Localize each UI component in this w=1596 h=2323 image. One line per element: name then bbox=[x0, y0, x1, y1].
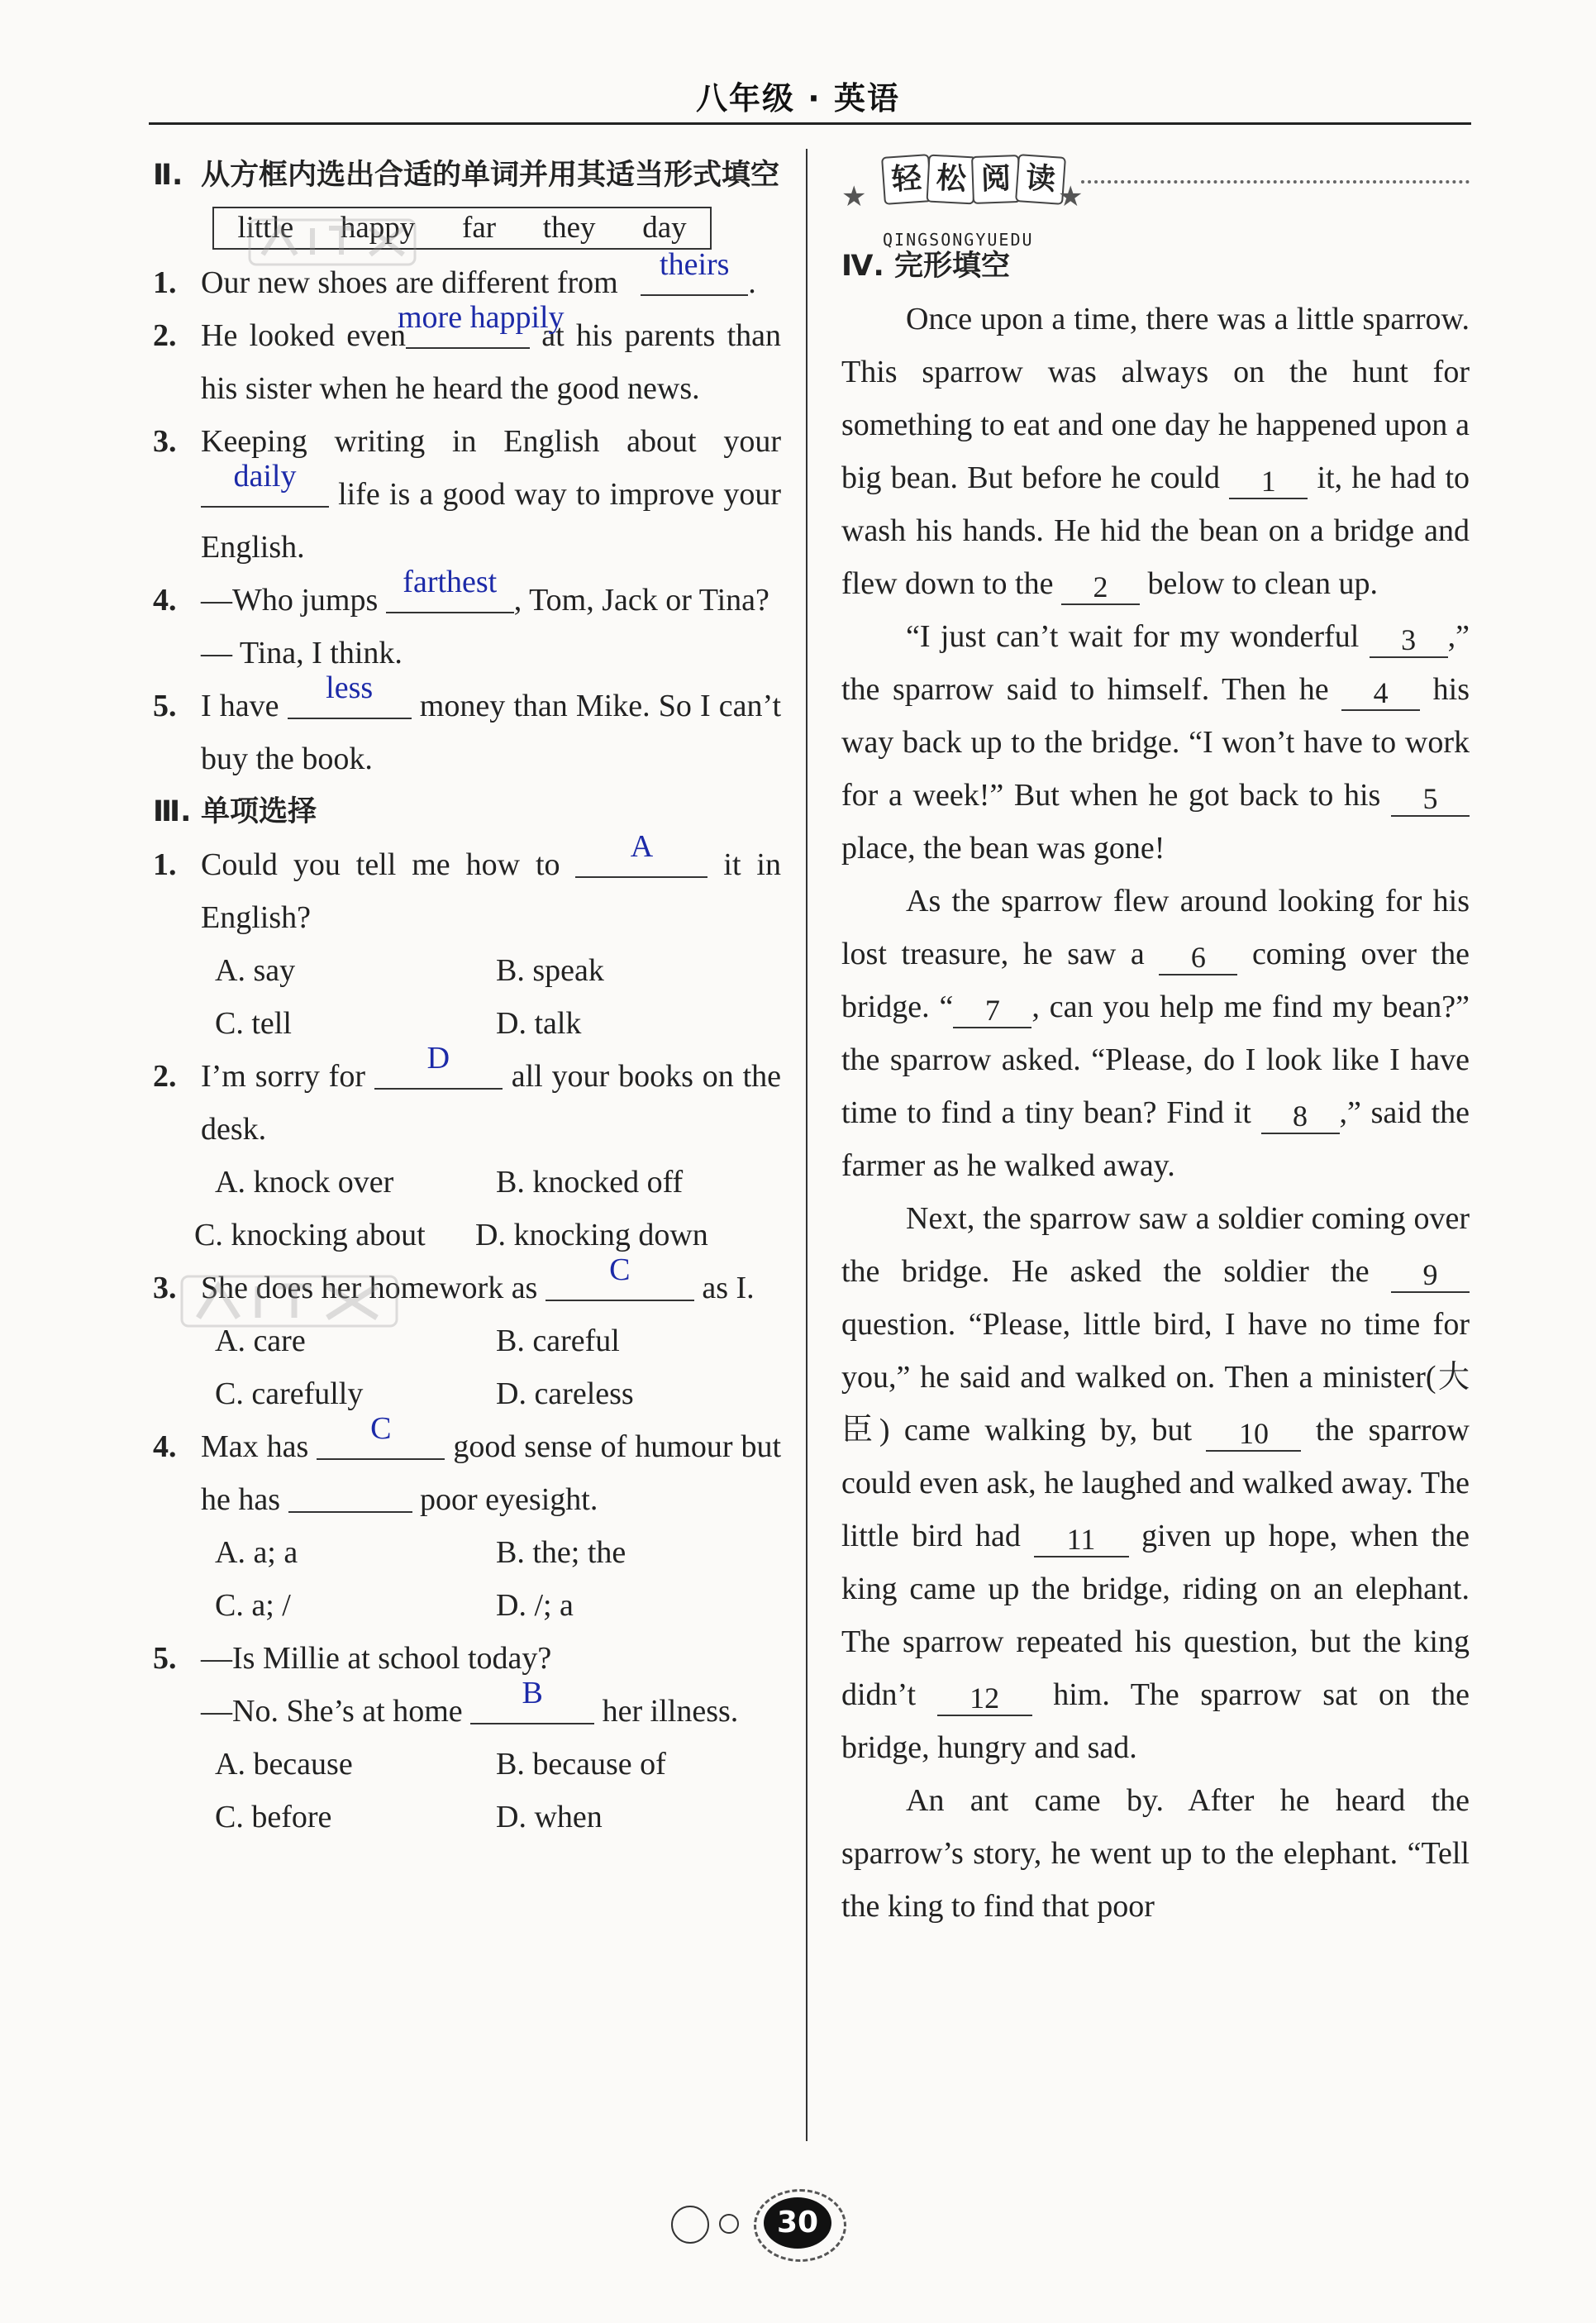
question-number: 5. bbox=[153, 1641, 177, 1676]
question-text: She does her homework as bbox=[201, 1271, 538, 1305]
option-c[interactable]: C. carefully bbox=[215, 1376, 364, 1411]
passage-text: “I just can’t wait for my wonderful bbox=[906, 619, 1360, 654]
option-d[interactable]: D. careless bbox=[496, 1376, 634, 1411]
passage-text: place, the bean was gone! bbox=[841, 831, 1165, 866]
answer-blank[interactable] bbox=[545, 1252, 694, 1301]
column-divider bbox=[806, 149, 808, 2141]
answer-blank[interactable] bbox=[374, 1041, 503, 1090]
cloze-blank[interactable]: 12 bbox=[937, 1681, 1032, 1716]
passage-text: his way back up to the bridge. “I won’t have to work for a week!” But when he got back to his bbox=[841, 672, 1470, 813]
handwritten-answer: C bbox=[370, 1411, 392, 1446]
option-b[interactable]: B. speak bbox=[496, 953, 604, 988]
cloze-blank[interactable]: 5 bbox=[1391, 782, 1470, 817]
page-header-title: 八年级 · 英语 bbox=[696, 80, 900, 117]
question-text: —Who jumps bbox=[201, 583, 379, 618]
question-number: 4. bbox=[153, 583, 177, 618]
reading-banner bbox=[841, 149, 1470, 250]
cloze-blank[interactable]: 7 bbox=[953, 994, 1031, 1028]
answer-blank[interactable] bbox=[201, 459, 329, 508]
cloze-blank[interactable]: 3 bbox=[1370, 623, 1448, 658]
star-icon: ★ bbox=[1058, 180, 1084, 213]
options-row bbox=[153, 1314, 781, 1367]
cloze-blank[interactable]: 4 bbox=[1341, 676, 1420, 711]
sec3-question-3 bbox=[153, 1252, 781, 1314]
handwritten-answer: less bbox=[326, 670, 374, 705]
sec2-question-2 bbox=[153, 300, 781, 415]
question-text: life is a good way to improve your English. bbox=[201, 477, 781, 565]
options-row bbox=[153, 1156, 781, 1209]
banner-char: 松 bbox=[927, 155, 977, 205]
cloze-blank[interactable]: 11 bbox=[1034, 1523, 1129, 1557]
section-2-title: 从方框内选出合适的单词并用其适当形式填空 bbox=[201, 159, 780, 192]
banner-title bbox=[883, 155, 1061, 203]
sec3-question-5 bbox=[153, 1632, 781, 1738]
word-box bbox=[212, 207, 712, 250]
section-2-number: Ⅱ. bbox=[153, 159, 183, 192]
handwritten-answer: B bbox=[522, 1676, 543, 1710]
passage-text: ,” said the farmer as he walked away. bbox=[841, 1095, 1470, 1183]
star-icon: ★ bbox=[841, 180, 867, 213]
option-d[interactable]: D. /; a bbox=[496, 1588, 574, 1623]
word-box-item: they bbox=[542, 211, 596, 245]
handwritten-answer: daily bbox=[233, 459, 297, 494]
passage-paragraph-2 bbox=[841, 610, 1470, 875]
header-rule bbox=[149, 122, 1471, 125]
option-b[interactable]: B. the; the bbox=[496, 1535, 626, 1570]
answer-blank[interactable] bbox=[398, 300, 565, 349]
handwritten-answer: farthest bbox=[403, 565, 498, 599]
banner-dotted-line bbox=[1081, 180, 1470, 184]
handwritten-answer: D bbox=[426, 1041, 450, 1076]
question-text: it in English? bbox=[201, 847, 781, 935]
question-text: Our new shoes are different from bbox=[201, 265, 618, 300]
sec3-question-4 bbox=[153, 1411, 782, 1526]
cloze-blank[interactable]: 8 bbox=[1261, 1099, 1340, 1134]
cloze-blank[interactable]: 2 bbox=[1061, 570, 1140, 605]
sec3-question-2 bbox=[153, 1041, 781, 1156]
passage-text: Once upon a time, there was a little sparrow. This sparrow was always on the hunt for something to eat and one day he happened upon a big bean. But before he could bbox=[841, 302, 1470, 495]
section-2-heading bbox=[153, 149, 781, 202]
sec3-question-1 bbox=[153, 829, 781, 944]
options-row bbox=[153, 1367, 781, 1420]
option-a[interactable]: A. say bbox=[215, 953, 296, 988]
answer-blank[interactable] bbox=[317, 1411, 445, 1460]
handwritten-answer: more happily bbox=[398, 300, 565, 335]
word-box-item: little bbox=[237, 211, 294, 245]
passage-text: An ant came by. After he heard the sparrow’s story, he went up to the elephant. “Tell the king to find that poor bbox=[841, 1783, 1470, 1924]
page-footer bbox=[0, 2182, 1596, 2257]
question-number: 2. bbox=[153, 318, 177, 353]
answer-blank[interactable] bbox=[386, 565, 514, 613]
right-column bbox=[841, 149, 1470, 1933]
answer-blank[interactable] bbox=[288, 1478, 412, 1513]
question-number: 5. bbox=[153, 689, 177, 723]
question-number: 1. bbox=[153, 265, 177, 300]
answer-blank[interactable] bbox=[575, 829, 707, 878]
options-row bbox=[153, 1791, 781, 1844]
passage-text: , can you help me find my bean?” the sparrow asked. “Please, do I look like I have time to find a tiny bean? Find it bbox=[841, 990, 1470, 1130]
question-text: as I. bbox=[702, 1271, 755, 1305]
question-number: 1. bbox=[153, 847, 177, 882]
word-box-item: far bbox=[462, 211, 497, 245]
banner-char: 轻 bbox=[881, 154, 932, 205]
question-text: good sense of humour but he has bbox=[201, 1429, 782, 1517]
option-b[interactable]: B. knocked off bbox=[496, 1165, 684, 1200]
cloze-blank[interactable]: 6 bbox=[1159, 941, 1237, 975]
passage-text: him. The sparrow sat on the bridge, hungry and sad. bbox=[841, 1677, 1470, 1765]
option-d[interactable]: D. talk bbox=[496, 1006, 582, 1041]
question-number: 2. bbox=[153, 1059, 177, 1094]
cloze-blank[interactable]: 10 bbox=[1206, 1417, 1301, 1452]
passage-text: Next, the sparrow saw a soldier coming over the bridge. He asked the soldier the bbox=[841, 1201, 1470, 1289]
handwritten-answer: theirs bbox=[660, 247, 730, 282]
question-text: —No. She’s at home bbox=[201, 1694, 463, 1729]
options-row bbox=[153, 1526, 781, 1579]
passage-paragraph-5 bbox=[841, 1774, 1470, 1933]
option-d[interactable]: D. when bbox=[496, 1800, 603, 1834]
banner-char: 读 bbox=[1015, 154, 1066, 205]
question-number: 3. bbox=[153, 424, 177, 459]
handwritten-answer: A bbox=[630, 829, 654, 864]
page-number: 30 bbox=[764, 2197, 831, 2249]
option-a[interactable]: A. because bbox=[215, 1747, 353, 1782]
question-text: Max has bbox=[201, 1429, 309, 1464]
passage-text: question. “Please, little bird, I have no time for you,” he said and walked on. Then a minister(大臣) came walking by, but bbox=[841, 1307, 1470, 1448]
question-text: He looked even bbox=[201, 318, 406, 353]
section-3-number: Ⅲ. bbox=[153, 795, 192, 828]
decorative-circle bbox=[719, 2214, 739, 2234]
option-a[interactable]: A. care bbox=[215, 1324, 306, 1358]
answer-blank[interactable] bbox=[470, 1676, 594, 1724]
dialogue-reply: — Tina, I think. bbox=[201, 636, 403, 670]
sec2-question-5 bbox=[153, 670, 781, 785]
passage-text: below to clean up. bbox=[1147, 566, 1379, 601]
question-text: I’m sorry for bbox=[201, 1059, 365, 1094]
option-c[interactable]: C. before bbox=[215, 1800, 332, 1834]
option-b[interactable]: B. because of bbox=[496, 1747, 666, 1782]
word-box-item: day bbox=[642, 211, 687, 245]
banner-pinyin: QINGSONGYUEDU bbox=[883, 230, 1034, 250]
question-text: , Tom, Jack or Tina? bbox=[513, 583, 769, 618]
question-text: at his parents than his sister when he heard the good news. bbox=[201, 318, 781, 406]
question-text: —Is Millie at school today? bbox=[201, 1641, 552, 1676]
question-text: . bbox=[748, 265, 756, 300]
handwritten-answer: C bbox=[609, 1252, 631, 1287]
option-a[interactable]: A. a; a bbox=[215, 1535, 298, 1570]
option-c[interactable]: C. tell bbox=[215, 1006, 292, 1041]
passage-text: given up hope, when the king came up the bridge, riding on an elephant. The sparrow repeated his question, but the king didn’t bbox=[841, 1519, 1470, 1712]
sec2-question-4 bbox=[153, 565, 781, 680]
passage-text: ,” the sparrow said to himself. Then he bbox=[841, 619, 1470, 707]
option-d[interactable]: D. knocking down bbox=[475, 1218, 708, 1252]
option-a[interactable]: A. knock over bbox=[215, 1165, 394, 1200]
passage-text: coming over the bridge. “ bbox=[841, 937, 1470, 1024]
cloze-blank[interactable]: 1 bbox=[1229, 465, 1308, 499]
cloze-blank[interactable]: 9 bbox=[1391, 1258, 1470, 1293]
options-row bbox=[153, 1579, 781, 1632]
options-row bbox=[153, 1738, 781, 1791]
word-box-item: happy bbox=[340, 211, 416, 245]
question-text: poor eyesight. bbox=[420, 1482, 598, 1517]
question-number: 3. bbox=[153, 1271, 177, 1305]
question-text: Could you tell me how to bbox=[201, 847, 560, 882]
section-3-title: 单项选择 bbox=[201, 795, 317, 828]
option-b[interactable]: B. careful bbox=[496, 1324, 620, 1358]
passage-text: the sparrow could even ask, he laughed and walked away. The little bird had bbox=[841, 1413, 1470, 1553]
question-text: Keeping writing in English about your bbox=[201, 424, 781, 459]
question-number: 4. bbox=[153, 1429, 177, 1464]
question-text: money than Mike. So I can’t buy the book. bbox=[201, 689, 781, 776]
section-4-number: Ⅳ. bbox=[841, 250, 884, 283]
passage-paragraph-4 bbox=[841, 1192, 1470, 1774]
passage-text: As the sparrow flew around looking for his lost treasure, he saw a bbox=[841, 884, 1470, 971]
answer-blank[interactable] bbox=[288, 670, 412, 719]
question-text: I have bbox=[201, 689, 279, 723]
decorative-circle bbox=[671, 2206, 709, 2244]
passage-paragraph-1 bbox=[841, 293, 1470, 610]
left-column bbox=[153, 149, 781, 1844]
answer-blank[interactable] bbox=[641, 247, 748, 296]
sec2-question-3 bbox=[153, 415, 781, 574]
section-4-title: 完形填空 bbox=[893, 250, 1010, 283]
options-row bbox=[153, 944, 781, 997]
option-c[interactable]: C. knocking about bbox=[194, 1218, 426, 1252]
banner-char: 阅 bbox=[971, 155, 1021, 204]
passage-text: it, he had to wash his hands. He hid the bean on a bridge and flew down to the bbox=[841, 460, 1470, 601]
question-text: her illness. bbox=[602, 1694, 739, 1729]
question-text: all your books on the desk. bbox=[201, 1059, 781, 1147]
passage-paragraph-3 bbox=[841, 875, 1470, 1192]
option-c[interactable]: C. a; / bbox=[215, 1588, 291, 1623]
